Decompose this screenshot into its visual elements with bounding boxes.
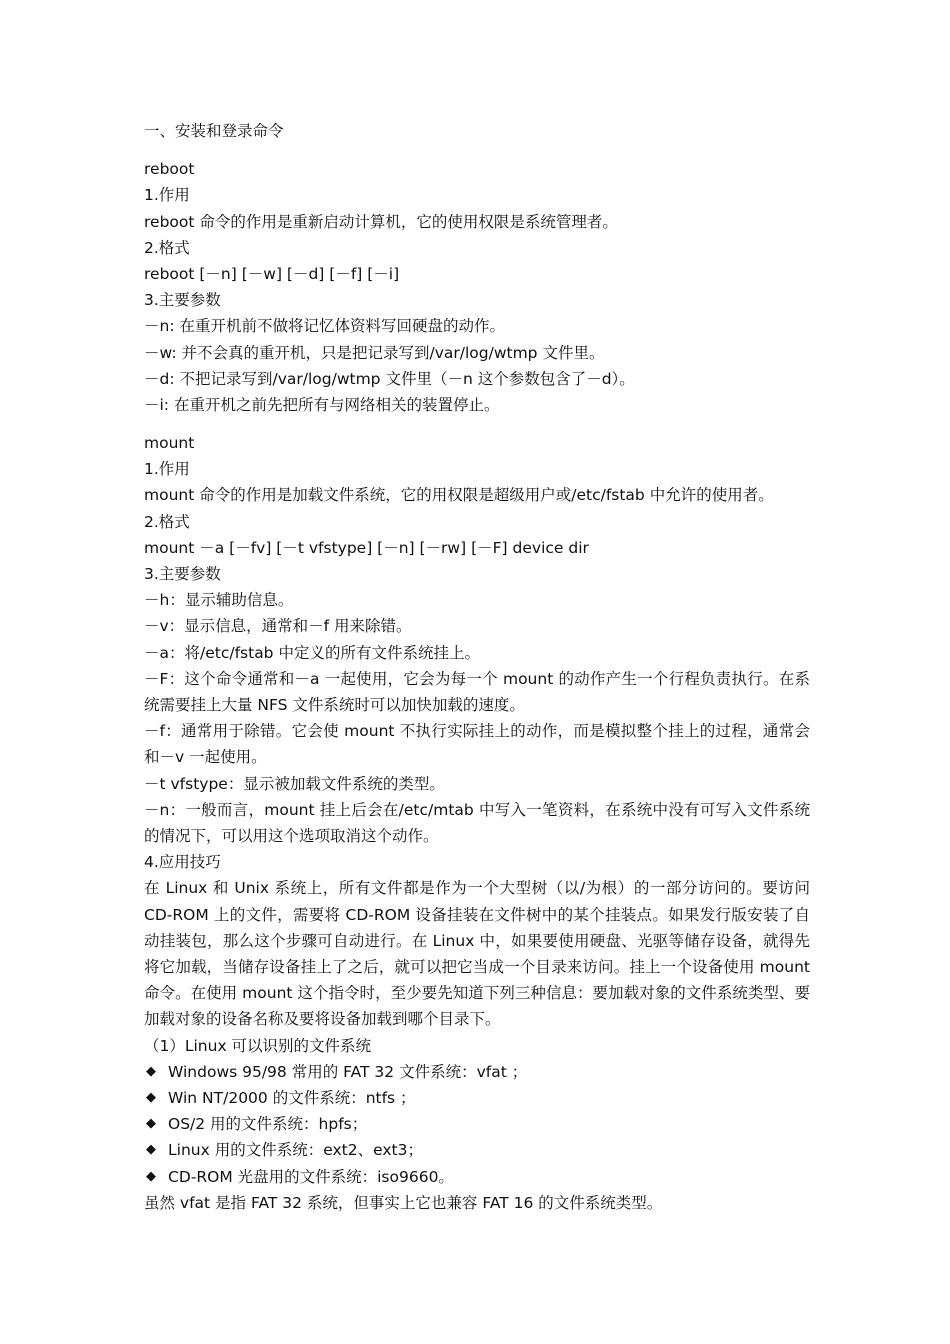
reboot-param-i: －i: 在重开机之前先把所有与网络相关的装置停止。 [144, 395, 500, 414]
mount-param-n: －n：一般而言，mount 挂上后会在/etc/mtab 中写入一笔资料，在系统中没有可写入文件系统的情况下，可以用这个选项取消这个动作。 [144, 800, 810, 845]
fs-list-item-text: OS/2 用的文件系统：hpfs； [168, 1115, 368, 1134]
black-diamond-icon: ◆ [146, 1089, 156, 1105]
reboot-format-text: reboot [－n] [－w] [－d] [－f] [－i] [144, 264, 400, 283]
fs-list-item-text: Linux 用的文件系统：ext2、ext3； [168, 1141, 423, 1160]
command-name-reboot: reboot [144, 160, 195, 179]
mount-param-f: －f：通常用于除错。它会使 mount 不执行实际挂上的动作，而是模拟整个挂上的过程，通常会和－v 一起使用。 [144, 722, 810, 767]
fs-list-item [144, 1111, 810, 1137]
mount-param-F: －F：这个命令通常和－a 一起使用，它会为每一个 mount 的动作产生一个行程负责执行。在系统需要挂上大量 NFS 文件系统时可以加快加载的速度。 [144, 669, 810, 714]
black-diamond-icon: ◆ [146, 1142, 156, 1158]
fs-list-item-text: CD-ROM 光盘用的文件系统：iso9660。 [168, 1167, 454, 1186]
mount-heading-purpose: 1.作用 [144, 460, 190, 479]
mount-heading-format: 2.格式 [144, 512, 190, 531]
section-spacer [144, 418, 810, 430]
mount-format-text: mount －a [－fv] [－t vfstype] [－n] [－rw] [－F] device dir [144, 538, 589, 557]
fs-list-item [144, 1137, 810, 1163]
reboot-heading-format: 2.格式 [144, 238, 190, 257]
mount-param-t: －t vfstype：显示被加载文件系统的类型。 [144, 774, 445, 793]
reboot-param-w: －w: 并不会真的重开机，只是把记录写到/var/log/wtmp 文件里。 [144, 343, 605, 362]
mount-vfat-note: 虽然 vfat 是指 FAT 32 系统，但事实上它也兼容 FAT 16 的文件系统类型。 [144, 1193, 663, 1212]
black-diamond-icon: ◆ [146, 1116, 156, 1132]
mount-param-h: －h：显示辅助信息。 [144, 591, 294, 610]
fs-list-item-text: Windows 95/98 常用的 FAT 32 文件系统：vfat ； [168, 1062, 528, 1081]
mount-fs-heading: （1）Linux 可以识别的文件系统 [144, 1036, 372, 1055]
mount-heading-tips: 4.应用技巧 [144, 853, 221, 872]
reboot-param-d: －d: 不把记录写到/var/log/wtmp 文件里（－n 这个参数包含了－d）。 [144, 369, 635, 388]
reboot-param-n: －n: 在重开机前不做将记忆体资料写回硬盘的动作。 [144, 317, 505, 336]
black-diamond-icon: ◆ [146, 1063, 156, 1079]
fs-list-item [144, 1085, 810, 1111]
mount-param-a: －a：将/etc/fstab 中定义的所有文件系统挂上。 [144, 643, 480, 662]
mount-param-v: －v：显示信息，通常和－f 用来除错。 [144, 617, 412, 636]
fs-list-item-text: Win NT/2000 的文件系统：ntfs ； [168, 1088, 416, 1107]
reboot-purpose-text: reboot 命令的作用是重新启动计算机，它的使用权限是系统管理者。 [144, 212, 618, 231]
fs-list-item [144, 1059, 810, 1085]
command-name-mount: mount [144, 434, 195, 453]
reboot-heading-params: 3.主要参数 [144, 291, 221, 310]
document-page [144, 118, 810, 1216]
fs-list-item [144, 1164, 810, 1190]
mount-tips-paragraph: 在 Linux 和 Unix 系统上，所有文件都是作为一个大型树（以/为根）的一部分访问的。要访问 CD-ROM 上的文件，需要将 CD-ROM 设备挂装在文件树中的某个挂装点。如果发行版安装了自动挂装包，那么这个步骤可自动进行。在 Linux 中，如果要使用硬盘、光驱等储存设备，就得先将它加载，当储存设备挂上了之后，就可以把它当成一个目录来访问。挂上一个设备使用 mount 命令。在使用 mount 这个指令时，至少要先知道下列三种信息：要加载对象的文件系统类型、要加载对象的设备名称及要将设备加载到哪个目录下。 [144, 879, 810, 1029]
reboot-heading-purpose: 1.作用 [144, 186, 190, 205]
mount-purpose-text: mount 命令的作用是加载文件系统，它的用权限是超级用户或/etc/fstab 中允许的使用者。 [144, 486, 774, 505]
mount-heading-params: 3.主要参数 [144, 565, 221, 583]
section-title: 一、安装和登录命令 [144, 122, 284, 140]
black-diamond-icon: ◆ [146, 1168, 156, 1184]
